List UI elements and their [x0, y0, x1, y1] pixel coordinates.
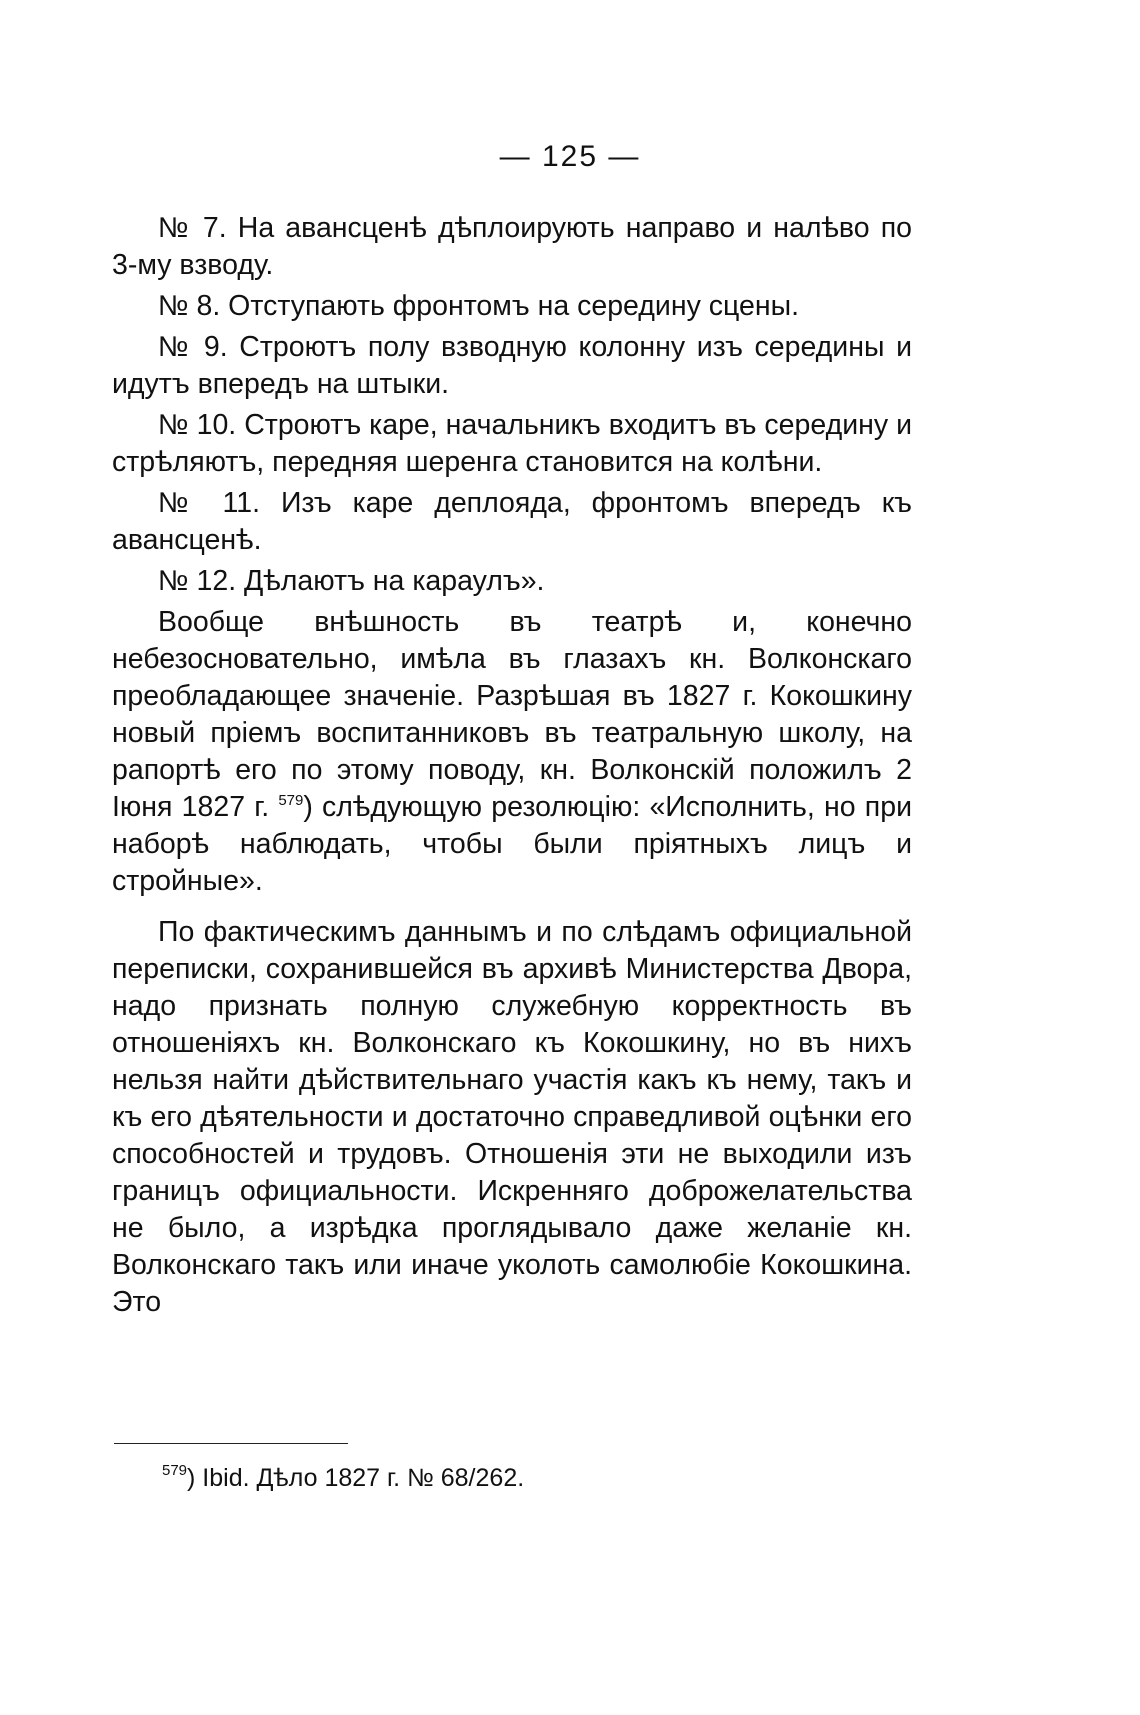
- paragraph-item-12: № 12. Дѣлаютъ на караулъ».: [158, 565, 545, 597]
- footnote-number: 579: [162, 1462, 188, 1479]
- paragraph-item-8: № 8. Отступають фронтомъ на середину сцены.: [158, 290, 799, 322]
- paragraph-relations: По фактическимъ даннымъ и по слѣдамъ официальной переписки, сохранившейся въ архивѣ Министерства Двора, надо признать полную служебную корректность въ отношеніяхъ кн. Волконскаго къ Кокошкину, но въ нихъ нельзя найти дѣйствительнаго участія какъ къ нему, такъ и къ его дѣятельности и достаточно справедливой оцѣнки его способностей и трудовъ. Отношенія эти не выходили изъ границъ официальности. Искренняго доброжелательства не было, а изрѣдка проглядывало даже желаніе кн. Волконскаго такъ или иначе уколоть самолюбіе Кокошкина. Это: [112, 916, 912, 1318]
- footnote-ref-579: 579: [278, 792, 304, 809]
- body-text: [112, 210, 912, 1325]
- page-number: — 125 —: [499, 140, 641, 173]
- footnote-divider: [114, 1443, 348, 1444]
- paragraph-appearance: [112, 604, 912, 900]
- footnote: [162, 1462, 524, 1494]
- paragraph-item-7: № 7. На авансценѣ дѣплоирують направо и налѣво по 3-му взводу.: [112, 212, 912, 281]
- paragraph-item-11: № 11. Изъ каре деплояда, фронтомъ впередъ къ авансценѣ.: [112, 487, 912, 556]
- paragraph-appearance-text-after: ) слѣдующую резолюцію: «Исполнить, но при наборѣ наблюдать, чтобы были пріятныхъ лицъ и стройные».: [112, 791, 913, 897]
- paragraph-appearance-text: Вообще внѣшность въ театрѣ и, конечно небезосновательно, имѣла въ глазахъ кн. Волконскаго преобладающее значеніе. Разрѣшая въ 1827 г. Кокошкину новый пріемъ воспитанниковъ въ театральную школу, на рапортѣ его по этому поводу, кн. Волконскій положилъ 2 Іюня 1827 г.: [112, 606, 912, 823]
- paragraph-item-10: № 10. Строютъ каре, начальникъ входитъ въ середину и стрѣляютъ, передняя шеренга становится на колѣни.: [112, 409, 912, 478]
- footnote-text: ) Ibid. Дѣло 1827 г. № 68/262.: [187, 1464, 525, 1492]
- paragraph-item-9: № 9. Строютъ полу взводную колонну изъ середины и идутъ впередъ на штыки.: [112, 331, 912, 400]
